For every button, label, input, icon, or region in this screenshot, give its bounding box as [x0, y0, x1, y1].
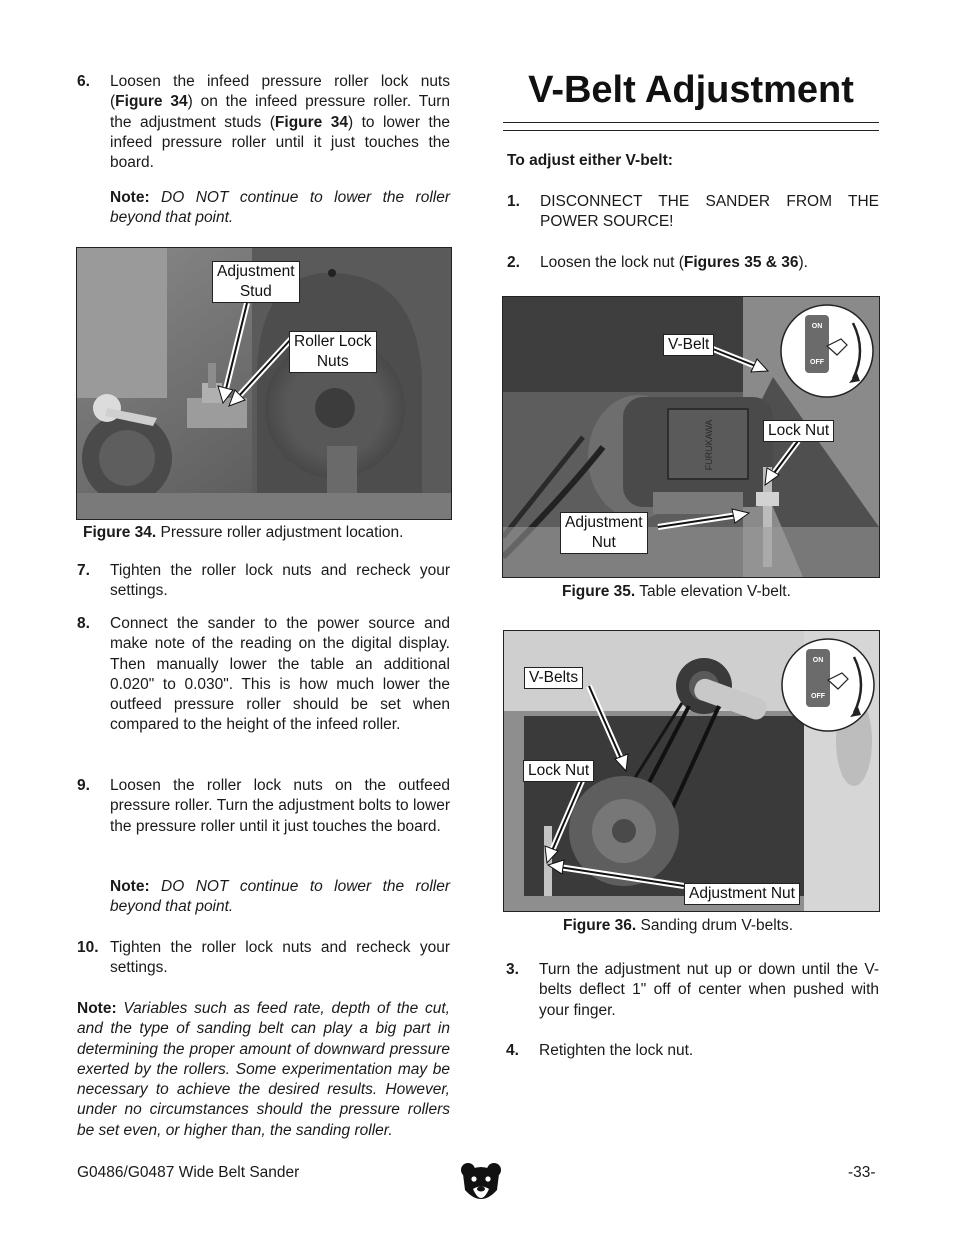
step-text: Loosen the infeed pressure roller lock nuts (Figure 34) on the infeed pressure roller. Turn the adjustment studs (Figure 34) to lower the infeed pressure roller until it just touches the board.	[110, 73, 450, 172]
note-label: Note:	[110, 878, 150, 895]
callout-adjustment-stud: Adjustment Stud	[212, 261, 300, 303]
step-number: 6.	[77, 73, 90, 90]
step-number: 7.	[77, 562, 90, 579]
step-number: 9.	[77, 777, 90, 794]
footer-page-number: -33-	[848, 1164, 876, 1181]
figure-reference: Figure 34	[274, 113, 348, 131]
grizzly-bear-logo-icon	[459, 1162, 503, 1204]
intro-heading: To adjust either V-belt:	[507, 152, 673, 169]
svg-text:ON: ON	[812, 657, 824, 664]
on-off-switch-icon	[776, 635, 876, 735]
note-text: DO NOT continue to lower the roller beyond that point.	[110, 878, 451, 916]
note-label: Note:	[77, 1000, 117, 1017]
figure-reference: Figures 35 & 36	[683, 254, 799, 271]
on-off-switch-icon	[775, 301, 875, 401]
callout-v-belts: V-Belts	[524, 667, 583, 689]
note-text: Variables such as feed rate, depth of the cut, and the type of sanding belt can play a big part in determining the proper amount of downward pressure exerted by the rollers. Some experimentation may be necessary to achieve the desired results. However, under no circumstances should the pressure rollers be set even, or higher than, the sanding roller.	[77, 1000, 450, 1139]
step-text: Retighten the lock nut.	[539, 1042, 694, 1059]
svg-text:OFF: OFF	[811, 693, 825, 700]
step-number: 8.	[77, 615, 90, 632]
title-rule	[503, 130, 879, 131]
motor-label: FURUKAWA	[704, 419, 714, 471]
callout-adjustment-nut: Adjustment Nut	[684, 883, 800, 905]
step-number: 10.	[77, 939, 99, 956]
step-number: 3.	[506, 961, 519, 978]
section-title: V-Belt Adjustment	[528, 69, 854, 111]
callout-lock-nut: Lock Nut	[523, 760, 594, 782]
step-text: Turn the adjustment nut up or down until the V-belts deflect 1" off of center when pushed with your finger.	[539, 961, 879, 1019]
step-text: Tighten the roller lock nuts and recheck your settings.	[110, 939, 450, 977]
figure-36-photo	[503, 630, 880, 912]
step-text: Loosen the lock nut (Figures 35 & 36).	[540, 254, 808, 271]
step-number: 2.	[507, 254, 520, 271]
footer-model: G0486/G0487 Wide Belt Sander	[77, 1164, 300, 1181]
step-text: Tighten the roller lock nuts and recheck your settings.	[110, 562, 450, 600]
figure-34-photo	[76, 247, 452, 520]
figure-reference: Figure 34	[115, 93, 188, 111]
step-text: Loosen the roller lock nuts on the outfeed pressure roller. Turn the adjustment bolts to lower the pressure roller until it just touches the board.	[110, 777, 450, 835]
note-label: Note:	[110, 189, 150, 206]
title-rule	[503, 122, 879, 123]
callout-adjustment-nut: Adjustment Nut	[560, 512, 648, 554]
callout-v-belt: V-Belt	[663, 334, 714, 356]
note-2	[110, 877, 450, 918]
step-text: Connect the sander to the power source and make note of the reading on the digital display. Then manually lower the table an additional 0.020" to 0.030". This is how much lower the outfeed pressure roller should be set when compared to the height of the infeed roller.	[110, 615, 450, 734]
note-3	[77, 999, 450, 1141]
figure-35-photo	[502, 296, 880, 578]
step-number: 1.	[507, 193, 520, 210]
figure-34-caption: Figure 34. Pressure roller adjustment location.	[83, 524, 404, 541]
svg-text:OFF: OFF	[810, 359, 824, 366]
figure-35-caption: Figure 35. Table elevation V-belt.	[562, 583, 791, 600]
svg-text:ON: ON	[811, 323, 823, 330]
callout-lock-nut: Lock Nut	[763, 420, 834, 442]
callout-roller-lock-nuts: Roller Lock Nuts	[289, 331, 377, 373]
step-text: DISCONNECT THE SANDER FROM THE POWER SOURCE!	[540, 193, 879, 231]
note-text: DO NOT continue to lower the roller beyond that point.	[110, 189, 451, 227]
figure-36-caption: Figure 36. Sanding drum V-belts.	[563, 917, 794, 934]
note-1	[110, 188, 450, 229]
step-number: 4.	[506, 1042, 519, 1059]
